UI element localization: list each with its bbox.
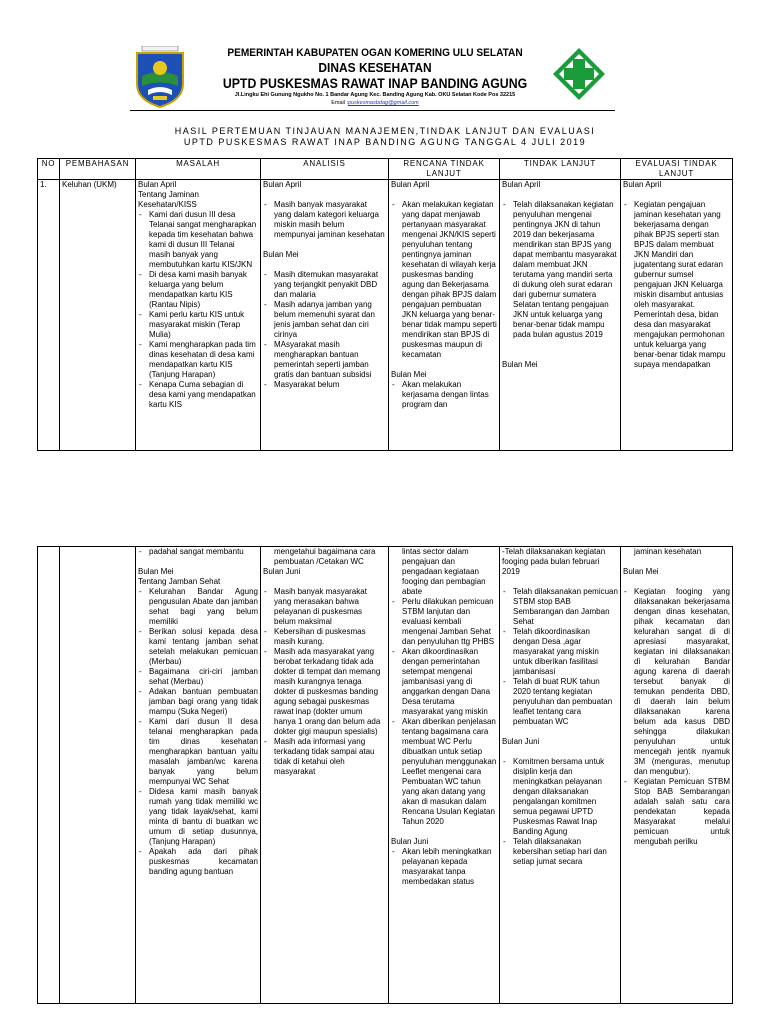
list-item: - Kelurahan Bandar Agung pengusulan Abate dan jamban sehat bagi yang belum memiliki (149, 587, 258, 627)
list-item: - Kegiatan pengajuan jaminan kesehatan yang bekerjasama dengan pihak BPJS seperti stan BPJS dalam membuat JKN Mandiri dan jugatentang surat edaran gubernur sumsel pengajuan JKN Keluarga miskin disambut antusias oleh masyarakat. Pemerintah desa, bidan desa dan masyarakat mengajukan permohonan untuk keluarga yang benar-benar tidak mampu supaya mendapatkan (634, 200, 730, 370)
list-item: - Akan diberikan penjelasan tentang bagaimana cara membuat WC Perlu dibuatkan untuk setiap penyuluhan menggunakan Leeflet mengenai cara Pembuatan WC tahun yang akan datang yang akan di masukan dalam Rencana Usulan Kegiatan Tahun 2020 (402, 717, 497, 827)
list-item: - Kami mengharapkan pada tim dinas kesehatan di desa kami mendapatkan kartu KIS (Tanjung Harapan) (149, 340, 258, 380)
results-table-part2 (37, 546, 733, 1004)
evaluasi-cell: Bulan April - Kegiatan pengajuan jaminan kesehatan yang bekerjasama dengan pihak BPJS seperti stan BPJS dalam membuat JKN Mandiri dan jugatentang surat edaran gubernur sumsel pengajuan JKN Keluarga miskin disambut antusias oleh masyarakat. Pemerintah desa, bidan desa dan masyarakat mengajukan permohonan untuk keluarga yang benar-benar tidak mampu supaya mendapatkan (621, 180, 733, 451)
list-item: - Berikan solusi kepada desa kami tentang jamban sehat setelah melakukan pemicuan (Merbau) (149, 627, 258, 667)
table-header-row (38, 159, 733, 180)
list-item: - Telah di buat RUK tahun 2020 tentang kegiatan penyuluhan dan pembuatan leaflet tentang cara pembuatan WC (513, 677, 618, 727)
list-item: - Telah dilaksanakan pemicuan STBM stop BAB Sembarangan dan Jamban Sehat (513, 587, 618, 627)
header-masalah: MASALAH (136, 159, 261, 180)
header-pembahasan: PEMBAHASAN (60, 159, 136, 180)
email-link[interactable]: puskesmasbdag@gmail.com (348, 100, 419, 106)
list-item: - Masih ada informasi yang terkadang tidak sampai atau tidak di ketahui oleh masyarakat (274, 737, 386, 777)
document-title: HASIL PERTEMUAN TINJAUAN MANAJEMEN,TINDAK LANJUT DAN EVALUASI UPTD PUSKESMAS RAWAT INAP BANDING AGUNG TANGGAL 4 JULI 2019 (174, 126, 596, 147)
header-no: NO (38, 159, 60, 180)
rencana-cell: Bulan April - Akan melakukan kegiatan yang dapat menjawab pertanyaan masyarakat mengenai JKN/KIS seperti penyuluhan tentang pentingnya jaminan kesehatan di wilayah kerja puskesmas banding agung dan Bekerjasama dengan pihak BPJS dalam pengajuan pembuatan JKN keluarga yang benar-benar tidak mampu seperti mendirikan stan BPJS di puskesmas maupun di kecamatan Bulan Mei - Akan melakukan kerjasama dengan lintas program dan (389, 180, 500, 451)
list-item: - Kami dari dusun II desa telanai mengharapkan pada tim dinas kesehatan mengharapkan bantuan yaitu masalah jamban/wc karena banyak yang belum mempunyai WC Sehat (149, 717, 258, 787)
list-item: - Bagaimana ciri-ciri jamban sehat (Merbau) (149, 667, 258, 687)
regency-shield-logo (133, 46, 187, 108)
list-item: - Masih ditemukan masyarakat yang terjangkit penyakit DBD dan malaria (274, 270, 386, 300)
header-evaluasi: EVALUASI TINDAK LANJUT (621, 159, 733, 180)
analisis-cell: Bulan April - Masih banyak masyarakat yang dalam kategori keluarga miskin masih belum mempunyai jaminan kesehatan Bulan Mei - Masih ditemukan masyarakat yang terjangkit penyakit DBD dan malaria - Masih adanya jamban yang belum memenuhi syarat dan jenis jamban sehat dan ciri cirinya - MAsyarakat masih mengharapkan bantuan pemerintah seperti jamban gratis dan bantuan subsidsi - Masyarakat belum (261, 180, 389, 451)
list-item: - Komitmen bersama untuk disiplin kerja dan meningkatkan pelayanan dengan dilaksanakan pengalangan komitmen semua pegawai UPTD Puskesmas Rawat Inap Banding Agung (513, 757, 618, 837)
list-item: - Kegiatan Pemicuan STBM Stop BAB Sembarangan adalah salah satu cara pendekatan kepada Masyarakat melalui pemicuan untuk mengubah perilku (634, 777, 730, 847)
list-item: - Masih banyak masyarakat yang merasakan bahwa pelayanan di puskesmas belum maksimal (274, 587, 386, 627)
list-item: - Akan lebih meningkatkan pelayanan kepada masyarakat tanpa membedakan status (402, 847, 497, 887)
list-item: - MAsyarakat masih mengharapkan bantuan pemerintah seperti jamban gratis dan bantuan subsidsi (274, 340, 386, 380)
list-item: - Adakan bantuan pembuatan jamban bagi orang yang tidak mampu (Suka Negeri) (149, 687, 258, 717)
row-topic: Keluhan (UKM) (60, 180, 136, 451)
list-item: - Kami perlu kartu KIS untuk masyarakat miskin (Terap Mulia) (149, 310, 258, 340)
list-item: - Kami dari dusun III desa Telanai sangat mengharapkan kepada tim kesehatan bahwa kami di dusun III Telanai masih banyak yang membutuhkan kartu KIS/JKN (149, 210, 258, 270)
government-name: PEMERINTAH KABUPATEN OGAN KOMERING ULU SELATAN (227, 47, 523, 59)
tindak-cell: -Telah dilaksanakan kegiatan fooging pada bulan februari 2019 - Telah dilaksanakan pemicuan STBM stop BAB Sembarangan dan Jamban Sehat - Telah dikoordinasikan dengan Desa ,agar masyarakat yang miskin untuk diberikan fasilitasi jambanisasi - Telah di buat RUK tahun 2020 tentang kegiatan penyuluhan dan pembuatan leaflet tentang cara pembuatan WC Bulan Juni - Komitmen bersama untuk disiplin kerja dan meningkatkan pelayanan dengan dilaksanakan pengalangan komitmen semua pegawai UPTD Puskesmas Rawat Inap Banding Agung - Telah dilaksanakan kebersihan setiap hari dan setiap jumat secara (500, 547, 621, 1004)
evaluasi-cell: jaminan kesehatan Bulan Mei - Kegiatan fooging yang dilaksanakan bekerjasama dengan dinas kesehatan, pihak kecamatan dan kelurahan sangat di di apresiasi masyarakat, kegiatan ini dilaksanakan di kelurahan Bandar agung karena di daerah tersebut banyak di temukan penderita DBD, di daerah lain belum dilaksanakan karena belum ada kasus DBD sehingga dilakukan penyuluhan untuk mencegah jentik nyamuk 3M (menguras, menutup dan mengubur). - Kegiatan Pemicuan STBM Stop BAB Sembarangan adalah salah satu cara pendekatan kepada Masyarakat melalui pemicuan untuk mengubah perilku (621, 547, 733, 1004)
list-item: - Akan dikoordinasikan dengan pemerintahan setempat mengenai jambanisasi yang di anggarkan dengan Dana Desa terutama masyarakat yang miskin (402, 647, 497, 717)
unit-name: UPTD PUSKESMAS RAWAT INAP BANDING AGUNG (222, 75, 528, 91)
letterhead (200, 47, 550, 107)
list-item: - Di desa kami masih banyak keluarga yang belum mendapatkan kartu KIS (Rantau Nipis) (149, 270, 258, 310)
list-item: - Kebersihan di puskesmas masih kurang. (274, 627, 386, 647)
list-item: - Masih ada masyarakat yang berobat terkadang tidak ada dokter di tempat dan memang masih kurangnya tenaga dokter di puskesmas banding agung sebagai puskesmas rawat inap (dokter umum hanya 1 orang dan belum ada dokter gigi maupun spesialis) (274, 647, 386, 737)
list-item: - Didesa kami masih banyak rumah yang tidak memiliki wc yang tidak layak/sehat, kami minta di bantu di buatkan wc umum di setiap dusunnya, (Tanjung Harapan) (149, 787, 258, 847)
list-item: - Masih banyak masyarakat yang dalam kategori keluarga miskin masih belum mempunyai jaminan kesehatan (274, 200, 386, 240)
masalah-cell: - padahal sangat membantu Bulan Mei Tentang Jamban Sehat - Kelurahan Bandar Agung pengusulan Abate dan jamban sehat bagi yang belum memiliki - Berikan solusi kepada desa kami tentang jamban sehat setelah melakukan pemicuan (Merbau) - Bagaimana ciri-ciri jamban sehat (Merbau) - Adakan bantuan pembuatan jamban bagi orang yang tidak mampu (Suka Negeri) - Kami dari dusun II desa telanai mengharapkan pada tim dinas kesehatan mengharapkan bantuan yaitu masalah jamban/wc karena banyak yang belum mempunyai WC Sehat - Didesa kami masih banyak rumah yang tidak memiliki wc yang tidak layak/sehat, kami minta di bantu di buatkan wc umum di setiap dusunnya, (Tanjung Harapan) - Apakah ada dari pihak puskesmas kecamatan banding agung bantuan (136, 547, 261, 1004)
header-analisis: ANALISIS (261, 159, 389, 180)
rencana-cell: lintas sector dalam pengajuan dan pengadaan kegiataan fooging dan pembagian abate - Perlu dilakukan pemicuan STBM lanjutan dan evaluasi kembali mengenai Jamban Sehat dan penyuluhan ttg PHBS - Akan dikoordinasikan dengan pemerintahan setempat mengenai jambanisasi yang di anggarkan dengan Dana Desa terutama masyarakat yang miskin - Akan diberikan penjelasan tentang bagaimana cara membuat WC Perlu dibuatkan untuk setiap penyuluhan menggunakan Leeflet mengenai cara Pembuatan WC tahun yang akan datang yang akan di masukan dalam Rencana Usulan Kegiatan Tahun 2020 Bulan Juni - Akan lebih meningkatkan pelayanan kepada masyarakat tanpa membedakan status (389, 547, 500, 1004)
list-item: - Telah dilaksanakan kegiatan penyuluhan mengenai pentingnya JKN di tahun 2019 dan bekerjasama mendirikan stan BPJS yang dapat membantu masyarakat dalam membuat JKN terutama yang mandiri serta di dukung oleh surat edaran dari gubernur sumatera Selatan tentang pengajuan JKN untuk keluarga yang benar-benar tidak mampu pada bulan agustus 2019 (513, 200, 618, 340)
agency-name: DINAS KESEHATAN (318, 60, 432, 75)
results-table-part1 (37, 158, 733, 451)
list-item: - Telah dikoordinasikan dengan Desa ,agar masyarakat yang miskin untuk diberikan fasilitasi jambanisasi (513, 627, 618, 677)
puskesmas-cross-logo (551, 46, 607, 102)
list-item: - Apakah ada dari pihak puskesmas kecamatan banding agung bantuan (149, 847, 258, 877)
list-item: - Perlu dilakukan pemicuan STBM lanjutan dan evaluasi kembali mengenai Jamban Sehat dan penyuluhan ttg PHBS (402, 597, 497, 647)
list-item-continued: mengetahui bagaimana cara pembuatan /Cetakan WC (274, 547, 376, 566)
list-item: - Telah dilaksanakan kebersihan setiap hari dan setiap jumat secara (513, 837, 618, 867)
list-item-continued: jaminan kesehatan (634, 547, 702, 556)
letterhead-divider (130, 110, 615, 111)
analisis-cell: mengetahui bagaimana cara pembuatan /Cetakan WC Bulan Juni - Masih banyak masyarakat yang merasakan bahwa pelayanan di puskesmas belum maksimal - Kebersihan di puskesmas masih kurang. - Masih ada masyarakat yang berobat terkadang tidak ada dokter di tempat dan memang masih kurangnya tenaga dokter di puskesmas banding agung sebagai puskesmas rawat inap (dokter umum hanya 1 orang dan belum ada dokter gigi maupun spesialis) - Masih ada informasi yang terkadang tidak sampai atau tidak di ketahui oleh masyarakat (261, 547, 389, 1004)
email-line: Email :puskesmasbdag@gmail.com (331, 100, 419, 106)
row-number: 1. (38, 180, 60, 451)
list-item: -Telah dilaksanakan kegiatan fooging pada bulan februari 2019 (502, 547, 606, 576)
table-row (38, 180, 733, 451)
table-row (38, 547, 733, 1004)
header-rencana: RENCANA TINDAK LANJUT (389, 159, 500, 180)
masalah-cell: Bulan April Tentang Jaminan Kesehatan/KISS - Kami dari dusun III desa Telanai sangat mengharapkan kepada tim kesehatan bahwa kami di dusun III Telanai masih banyak yang membutuhkan kartu KIS/JKN - Di desa kami masih banyak keluarga yang belum mendapatkan kartu KIS (Rantau Nipis) - Kami perlu kartu KIS untuk masyarakat miskin (Terap Mulia) - Kami mengharapkan pada tim dinas kesehatan di desa kami mendapatkan kartu KIS (Tanjung Harapan) - Kenapa Cuma sebagian di desa kami yang mendapatkan kartu KIS (136, 180, 261, 451)
list-item: - Masih adanya jamban yang belum memenuhi syarat dan jenis jamban sehat dan ciri cirinya (274, 300, 386, 340)
list-item: - Akan melakukan kerjasama dengan lintas program dan (402, 380, 497, 410)
list-item: - Akan melakukan kegiatan yang dapat menjawab pertanyaan masyarakat mengenai JKN/KIS seperti penyuluhan tentang pentingnya jaminan kesehatan di wilayah kerja puskesmas banding agung dan Bekerjasama dengan pihak BPJS dalam pengajuan pembuatan JKN keluarga yang benar-benar tidak mampu seperti mendirikan stan BPJS di puskesmas maupun di kecamatan (402, 200, 497, 360)
address: Jl.Lingku Ehi Gunung Ngukho No. 1 Bandar Agung Kec. Banding Agung Kab. OKU Selatan Kode Pos 32215 (234, 92, 516, 98)
list-item-continued: lintas sector dalam pengajuan dan pengadaan kegiataan fooging dan pembagian abate (402, 547, 486, 596)
tindak-cell: Bulan April - Telah dilaksanakan kegiatan penyuluhan mengenai pentingnya JKN di tahun 2019 dan bekerjasama mendirikan stan BPJS yang dapat membantu masyarakat dalam membuat JKN terutama yang mandiri serta di dukung oleh surat edaran dari gubernur sumatera Selatan tentang pengajuan JKN untuk keluarga yang benar-benar tidak mampu pada bulan agustus 2019 Bulan Mei (500, 180, 621, 451)
row-number (38, 547, 60, 1004)
header-tindak-lanjut: TINDAK LANJUT (500, 159, 621, 180)
list-item: - Masyarakat belum (274, 380, 386, 390)
list-item: - Kegiatan fooging yang dilaksanakan bekerjasama dengan dinas kesehatan, pihak kecamatan dan kelurahan sangat di di apresiasi masyarakat, kegiatan ini dilaksanakan di kelurahan Bandar agung karena di daerah tersebut banyak di temukan penderita DBD, di daerah lain belum dilaksanakan karena belum ada kasus DBD sehingga dilakukan penyuluhan untuk mencegah jentik nyamuk 3M (menguras, menutup dan mengubur). (634, 587, 730, 777)
list-item-continued: - padahal sangat membantu (149, 547, 258, 557)
row-topic (60, 547, 136, 1004)
list-item: - Kenapa Cuma sebagian di desa kami yang mendapatkan kartu KIS (149, 380, 258, 410)
